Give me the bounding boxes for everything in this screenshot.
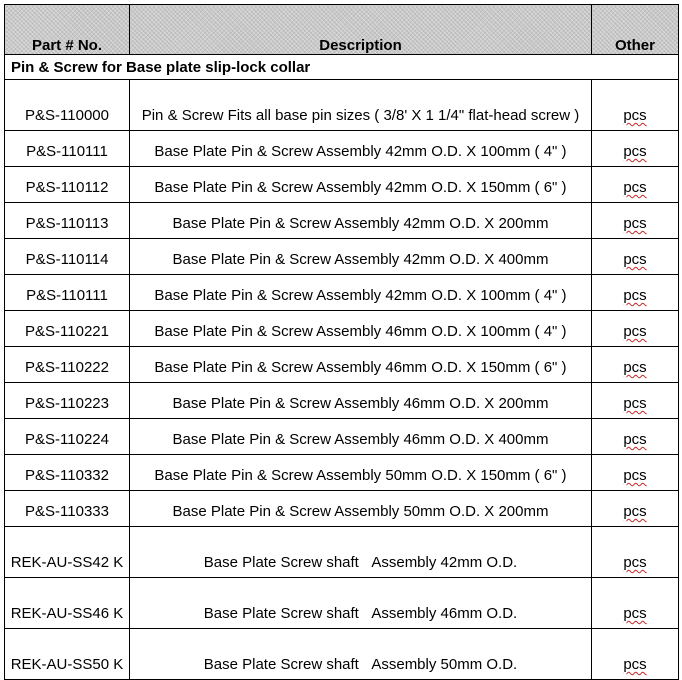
part-number-cell: REK-AU-SS46 K [5,578,130,629]
part-number-cell: P&S-110333 [5,491,130,527]
unit-label: pcs [623,656,647,673]
table-row [5,311,679,347]
description-cell: Base Plate Pin & Screw Assembly 42mm O.D. X 400mm [130,239,592,275]
part-number-cell: REK-AU-SS42 K [5,527,130,578]
unit-label: pcs [623,431,647,448]
table-row [5,527,679,578]
description-cell: Base Plate Pin & Screw Assembly 50mm O.D. X 150mm ( 6" ) [130,455,592,491]
description-cell: Base Plate Pin & Screw Assembly 42mm O.D. X 150mm ( 6" ) [130,167,592,203]
header-row [5,5,679,55]
section-title: Pin & Screw for Base plate slip-lock collar [5,55,679,80]
unit-cell [592,311,679,347]
unit-cell [592,80,679,131]
table-row [5,578,679,629]
unit-label: pcs [623,287,647,304]
description-cell: Base Plate Pin & Screw Assembly 42mm O.D. X 100mm ( 4" ) [130,131,592,167]
description-cell: Base Plate Pin & Screw Assembly 42mm O.D. X 100mm ( 4" ) [130,275,592,311]
unit-cell [592,578,679,629]
part-number-cell: P&S-110000 [5,80,130,131]
unit-label: pcs [623,503,647,520]
unit-cell [592,455,679,491]
table-row [5,383,679,419]
description-cell: Base Plate Pin & Screw Assembly 42mm O.D. X 200mm [130,203,592,239]
header-other: Other [592,5,679,55]
parts-table [4,4,679,680]
part-number-cell: P&S-110111 [5,131,130,167]
unit-label: pcs [623,605,647,622]
description-cell: Base Plate Pin & Screw Assembly 46mm O.D. X 400mm [130,419,592,455]
description-cell: Base Plate Pin & Screw Assembly 46mm O.D. X 150mm ( 6" ) [130,347,592,383]
table-row [5,167,679,203]
unit-label: pcs [623,179,647,196]
unit-label: pcs [623,107,647,124]
description-cell: Base Plate Pin & Screw Assembly 50mm O.D. X 200mm [130,491,592,527]
header-part-number: Part # No. [5,5,130,55]
unit-cell [592,203,679,239]
unit-label: pcs [623,359,647,376]
header-description: Description [130,5,592,55]
description-cell: Pin & Screw Fits all base pin sizes ( 3/8' X 1 1/4" flat-head screw ) [130,80,592,131]
description-cell: Base Plate Screw shaft Assembly 50mm O.D. [130,629,592,680]
unit-label: pcs [623,143,647,160]
part-number-cell: P&S-110223 [5,383,130,419]
description-cell: Base Plate Screw shaft Assembly 42mm O.D. [130,527,592,578]
part-number-cell: P&S-110224 [5,419,130,455]
unit-label: pcs [623,467,647,484]
table-row [5,491,679,527]
unit-cell [592,167,679,203]
unit-cell [592,629,679,680]
part-number-cell: P&S-110222 [5,347,130,383]
unit-label: pcs [623,251,647,268]
table-row [5,419,679,455]
unit-label: pcs [623,395,647,412]
table-row [5,131,679,167]
unit-cell [592,419,679,455]
table-row [5,239,679,275]
unit-cell [592,527,679,578]
part-number-cell: P&S-110332 [5,455,130,491]
unit-label: pcs [623,215,647,232]
table-row [5,203,679,239]
unit-cell [592,347,679,383]
description-cell: Base Plate Pin & Screw Assembly 46mm O.D. X 200mm [130,383,592,419]
part-number-cell: P&S-110221 [5,311,130,347]
table-row [5,347,679,383]
table-row [5,629,679,680]
part-number-cell: P&S-110113 [5,203,130,239]
description-cell: Base Plate Pin & Screw Assembly 46mm O.D. X 100mm ( 4" ) [130,311,592,347]
part-number-cell: P&S-110111 [5,275,130,311]
part-number-cell: P&S-110114 [5,239,130,275]
unit-cell [592,491,679,527]
description-cell: Base Plate Screw shaft Assembly 46mm O.D. [130,578,592,629]
table-row [5,455,679,491]
unit-label: pcs [623,554,647,571]
unit-cell [592,131,679,167]
part-number-cell: P&S-110112 [5,167,130,203]
part-number-cell: REK-AU-SS50 K [5,629,130,680]
table-row [5,275,679,311]
unit-cell [592,239,679,275]
unit-cell [592,275,679,311]
unit-cell [592,383,679,419]
section-row [5,55,679,80]
table-row [5,80,679,131]
unit-label: pcs [623,323,647,340]
